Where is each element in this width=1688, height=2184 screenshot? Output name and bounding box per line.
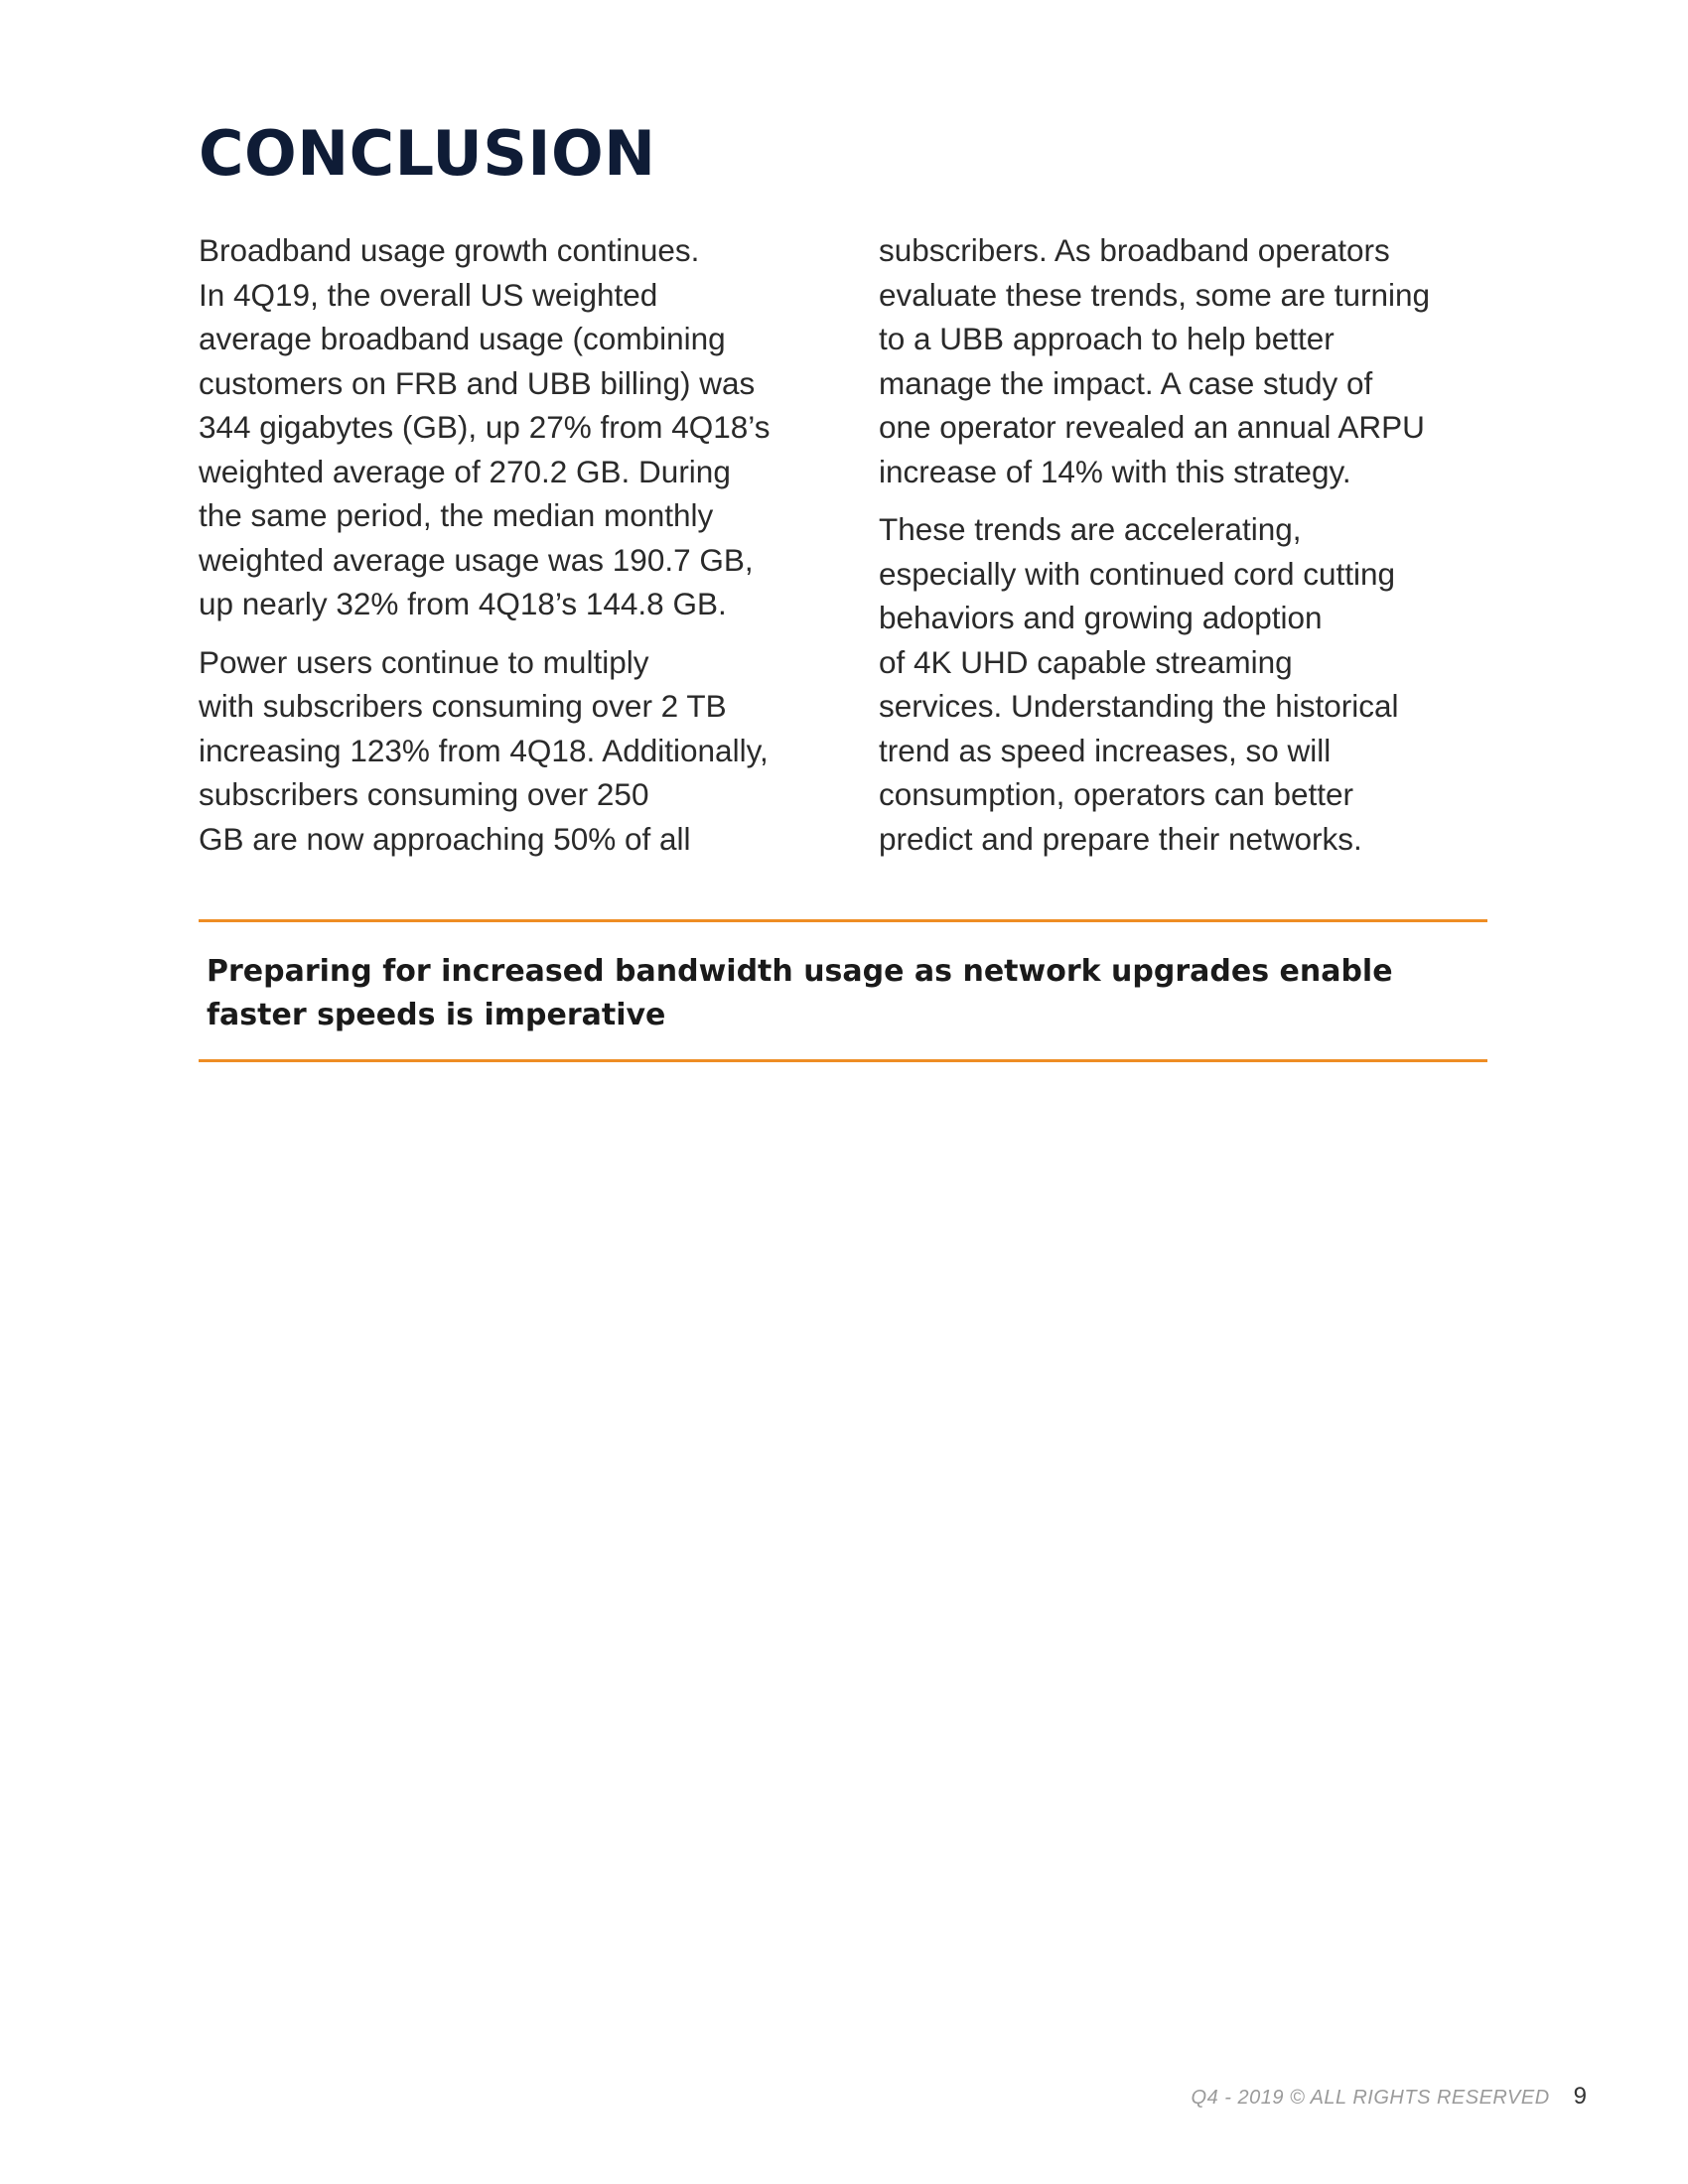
page-number: 9 [1573,2083,1587,2110]
left-column [199,228,809,875]
footer-copyright: Q4 - 2019 © ALL RIGHTS RESERVED [1191,2087,1550,2109]
body-columns [199,228,1489,875]
page-title: CONCLUSION [199,117,656,190]
paragraph: These trends are accelerating, especially with continued cord cutting behaviors and growing adoption of 4K UHD capable streaming services. Understanding the historical trend as speed increases, so will consumption, operators can better predict and prepare their networks. [879,511,1399,857]
paragraph: Power users continue to multiply with subscribers consuming over 2 TB increasing 123% from 4Q18. Additionally, subscribers consuming over 250 GB are now approaching 50% of all [199,643,769,857]
right-column [879,228,1489,875]
callout-text: Preparing for increased bandwidth usage as network upgrades enable faster speeds is imperative [207,954,1393,1032]
paragraph: Broadband usage growth continues. In 4Q19, the overall US weighted average broadband usage (combining customers on FRB and UBB billing) was 344 gigabytes (GB), up 27% from 4Q18’s weighted average of 270.2 GB. During the same period, the median monthly weighted average usage was 190.7 GB, up nearly 32% from 4Q18’s 144.8 GB. [199,232,771,621]
callout-box [199,919,1487,1062]
paragraph: subscribers. As broadband operators evaluate these trends, some are turning to a UBB approach to help better manage the impact. A case study of one operator revealed an annual ARPU increase of 14% with this strategy. [879,232,1431,489]
page-footer [1192,2083,1587,2111]
